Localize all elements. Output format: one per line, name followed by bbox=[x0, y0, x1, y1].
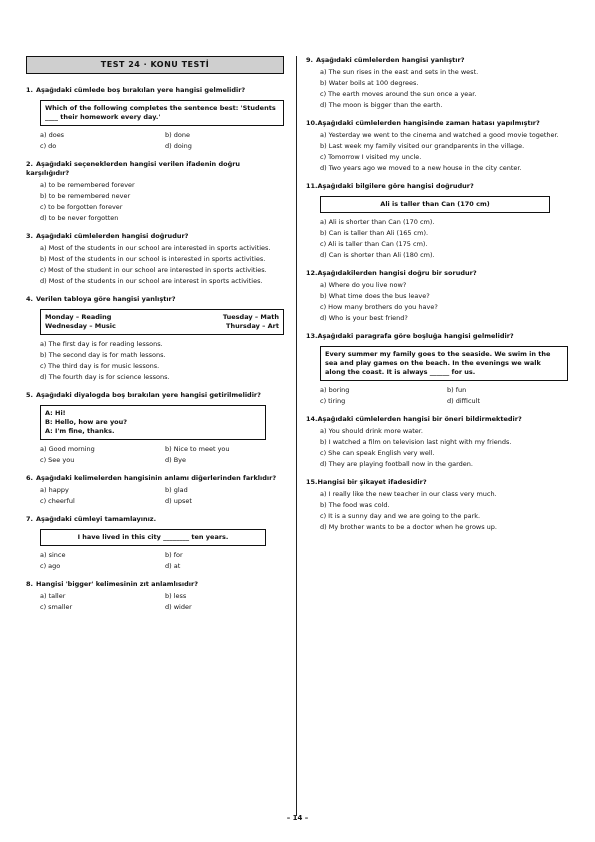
answer-option[interactable]: d) difficult bbox=[447, 397, 480, 405]
answer-option[interactable]: d) wider bbox=[165, 603, 192, 611]
answer-option[interactable]: c) The third day is for music lessons. bbox=[40, 362, 160, 370]
question-text: Hangisi 'bigger' kelimesinin zıt anlamlısıdır? bbox=[36, 580, 198, 588]
answer-option[interactable]: b) less bbox=[165, 592, 187, 600]
answer-option[interactable]: d) The moon is bigger than the earth. bbox=[320, 101, 443, 109]
question-number: 14. bbox=[306, 415, 318, 423]
question-number: 5. bbox=[26, 391, 33, 399]
answer-option[interactable]: a) boring bbox=[320, 386, 350, 394]
question-stem bbox=[26, 515, 284, 524]
question bbox=[26, 160, 284, 223]
answer-option[interactable]: d) upset bbox=[165, 497, 192, 505]
column-divider bbox=[296, 56, 297, 816]
answer-option[interactable]: a) Ali is shorter than Can (170 cm). bbox=[320, 218, 435, 226]
answer-option[interactable]: b) done bbox=[165, 131, 190, 139]
answer-option[interactable]: b) The food was cold. bbox=[320, 501, 390, 509]
question-number: 1. bbox=[26, 86, 33, 94]
answer-options bbox=[26, 445, 284, 465]
answer-option[interactable]: d) Bye bbox=[165, 456, 187, 464]
question-text: Aşağıdaki seçeneklerden hangisi verilen ifadenin doğru karşılığıdır? bbox=[26, 160, 241, 177]
answer-option[interactable]: c) to be forgotten forever bbox=[40, 203, 123, 211]
answer-option[interactable]: d) Most of the students in our school are interest in sports activities. bbox=[40, 277, 263, 285]
question-number: 15. bbox=[306, 478, 318, 486]
schedule-cell: Wednesday – Music bbox=[45, 322, 116, 330]
dialogue-line: B: Hello, how are you? bbox=[45, 418, 128, 426]
answer-option[interactable]: c) tiring bbox=[320, 397, 346, 405]
right-question-list bbox=[306, 56, 568, 532]
answer-option[interactable]: d) to be never forgotten bbox=[40, 214, 119, 222]
question-stem bbox=[306, 332, 568, 341]
question-stem bbox=[306, 269, 568, 278]
question-number: 6. bbox=[26, 474, 33, 482]
question-text: Aşağıdaki diyalogda boş bırakılan yere hangisi getirilmelidir? bbox=[36, 391, 261, 399]
answer-option[interactable]: a) does bbox=[40, 131, 65, 139]
schedule-cell: Tuesday – Math bbox=[222, 313, 279, 321]
answer-option[interactable]: a) Yesterday we went to the cinema and watched a good movie together. bbox=[320, 131, 559, 139]
schedule-row bbox=[45, 313, 279, 322]
question bbox=[26, 515, 284, 571]
question-stem bbox=[306, 478, 568, 487]
question-text: Aşağıdaki cümlede boş bırakılan yere hangisi gelmelidir? bbox=[36, 86, 246, 94]
answer-options bbox=[306, 490, 568, 532]
question bbox=[26, 295, 284, 382]
question-number: 7. bbox=[26, 515, 33, 523]
question bbox=[306, 415, 568, 469]
right-column bbox=[306, 56, 568, 541]
question-text: Aşağıdaki cümlelerden hangisinde zaman hatası yapılmıştır? bbox=[317, 119, 540, 127]
answer-option[interactable]: b) Last week my family visited our grandparents in the village. bbox=[320, 142, 525, 150]
answer-option[interactable]: b) Water boils at 100 degrees. bbox=[320, 79, 419, 87]
answer-option[interactable]: a) taller bbox=[40, 592, 66, 600]
answer-option[interactable]: a) since bbox=[40, 551, 66, 559]
question-text: Aşağıdaki cümlelerden hangisi yanlıştır? bbox=[316, 56, 465, 64]
answer-option[interactable]: b) Nice to meet you bbox=[165, 445, 230, 453]
answer-option[interactable]: a) I really like the new teacher in our class very much. bbox=[320, 490, 497, 498]
question bbox=[306, 119, 568, 173]
question-stem bbox=[306, 56, 568, 65]
answer-option[interactable]: a) Good morning bbox=[40, 445, 95, 453]
question bbox=[306, 182, 568, 260]
answer-option[interactable]: c) The earth moves around the sun once a year. bbox=[320, 90, 477, 98]
answer-option[interactable]: b) Can is taller than Ali (165 cm). bbox=[320, 229, 429, 237]
question-stem bbox=[26, 232, 284, 241]
question bbox=[306, 332, 568, 406]
answer-options bbox=[26, 486, 284, 506]
question-stem bbox=[26, 295, 284, 304]
answer-option[interactable]: b) The second day is for math lessons. bbox=[40, 351, 166, 359]
question-box: Which of the following completes the sentence best: 'Students ____ their homework every day.' bbox=[40, 100, 284, 126]
question-text: Aşağıdaki cümlelerden hangisi bir öneri bildirmektedir? bbox=[317, 415, 522, 423]
dialogue-box bbox=[40, 405, 266, 440]
answer-option[interactable]: c) Most of the student in our school are interested in sports activities. bbox=[40, 266, 267, 274]
answer-option[interactable]: a) Most of the students in our school are interested in sports activities. bbox=[40, 244, 271, 252]
question-stem bbox=[306, 415, 568, 424]
answer-option[interactable]: b) glad bbox=[165, 486, 188, 494]
left-question-list bbox=[26, 86, 284, 612]
answer-options bbox=[26, 551, 284, 571]
dialogue-line: A: I'm fine, thanks. bbox=[45, 427, 115, 435]
question-number: 8. bbox=[26, 580, 33, 588]
answer-options bbox=[306, 386, 568, 406]
question bbox=[306, 478, 568, 532]
answer-option[interactable]: d) They are playing football now in the garden. bbox=[320, 460, 473, 468]
answer-option[interactable]: d) Two years ago we moved to a new house in the city center. bbox=[320, 164, 522, 172]
answer-option[interactable]: c) How many brothers do you have? bbox=[320, 303, 438, 311]
question-text: Aşağıdakilerden hangisi doğru bir sorudur? bbox=[317, 269, 477, 277]
left-column bbox=[26, 56, 284, 621]
question-box: Ali is taller than Can (170 cm) bbox=[320, 196, 550, 213]
question-text: Aşağıdaki paragrafa göre boşluğa hangisi gelmelidir? bbox=[317, 332, 514, 340]
page-number: – 14 – bbox=[286, 814, 309, 822]
question-stem bbox=[26, 160, 284, 178]
answer-option[interactable]: b) What time does the bus leave? bbox=[320, 292, 430, 300]
answer-option[interactable]: c) do bbox=[40, 142, 57, 150]
question-stem bbox=[26, 86, 284, 95]
question-number: 13. bbox=[306, 332, 318, 340]
question-stem bbox=[26, 474, 284, 483]
question-number: 3. bbox=[26, 232, 33, 240]
question-text: Aşağıdaki kelimelerden hangisinin anlamı diğerlerinden farklıdır? bbox=[36, 474, 277, 482]
answer-options bbox=[26, 340, 284, 382]
answer-option[interactable]: c) Tomorrow I visited my uncle. bbox=[320, 153, 422, 161]
answer-options bbox=[26, 244, 284, 286]
answer-options bbox=[306, 281, 568, 323]
answer-option[interactable]: a) happy bbox=[40, 486, 69, 494]
answer-option[interactable]: b) Most of the students in our school is interested in sports activities. bbox=[40, 255, 266, 263]
answer-option[interactable]: a) Where do you live now? bbox=[320, 281, 407, 289]
question-text: Aşağıdaki cümleyi tamamlayınız. bbox=[36, 515, 157, 523]
answer-option[interactable]: c) She can speak English very well. bbox=[320, 449, 435, 457]
question bbox=[26, 86, 284, 151]
question-text: Aşağıdaki cümlelerden hangisi doğrudur? bbox=[36, 232, 189, 240]
answer-option[interactable]: b) I watched a film on television last night with my friends. bbox=[320, 438, 512, 446]
answer-option[interactable]: b) for bbox=[165, 551, 183, 559]
question-number: 4. bbox=[26, 295, 33, 303]
question-number: 10. bbox=[306, 119, 318, 127]
schedule-row bbox=[45, 322, 279, 331]
question bbox=[306, 269, 568, 323]
question-text: Aşağıdaki bilgilere göre hangisi doğrudur? bbox=[317, 182, 474, 190]
schedule-cell: Thursday – Art bbox=[226, 322, 279, 330]
dialogue-line: A: Hi! bbox=[45, 409, 66, 417]
question-number: 11. bbox=[306, 182, 318, 190]
answer-options bbox=[306, 68, 568, 110]
question-stem bbox=[306, 182, 568, 191]
answer-option[interactable]: a) The sun rises in the east and sets in the west. bbox=[320, 68, 479, 76]
answer-options bbox=[26, 181, 284, 223]
answer-option[interactable]: d) doing bbox=[165, 142, 192, 150]
question bbox=[306, 56, 568, 110]
question-stem bbox=[306, 119, 568, 128]
answer-option[interactable]: c) Ali is taller than Can (175 cm). bbox=[320, 240, 428, 248]
question bbox=[26, 232, 284, 286]
question-stem bbox=[26, 580, 284, 589]
schedule-cell: Monday – Reading bbox=[45, 313, 112, 321]
question-stem bbox=[26, 391, 284, 400]
question-number: 12. bbox=[306, 269, 318, 277]
answer-option[interactable]: d) Who is your best friend? bbox=[320, 314, 408, 322]
question-box: I have lived in this city ________ ten years. bbox=[40, 529, 266, 546]
question-number: 9. bbox=[306, 56, 313, 64]
answer-options bbox=[26, 592, 284, 612]
answer-option[interactable]: b) to be remembered never bbox=[40, 192, 131, 200]
answer-options bbox=[306, 131, 568, 173]
schedule-table bbox=[40, 309, 284, 335]
answer-option[interactable]: d) My brother wants to be a doctor when he grows up. bbox=[320, 523, 497, 531]
question bbox=[26, 474, 284, 506]
answer-option[interactable]: a) The first day is for reading lessons. bbox=[40, 340, 163, 348]
answer-option[interactable]: c) smaller bbox=[40, 603, 73, 611]
question-text: Hangisi bir şikayet ifadesidir? bbox=[317, 478, 427, 486]
answer-option[interactable]: a) You should drink more water. bbox=[320, 427, 423, 435]
question bbox=[26, 580, 284, 612]
answer-option[interactable]: c) It is a sunny day and we are going to the park. bbox=[320, 512, 481, 520]
answer-options bbox=[306, 218, 568, 260]
question-box: Every summer my family goes to the seaside. We swim in the sea and play games on the beach. In the evenings we walk along the coast. It is always ______ for us. bbox=[320, 346, 568, 381]
answer-option[interactable]: a) to be remembered forever bbox=[40, 181, 135, 189]
answer-option[interactable]: c) See you bbox=[40, 456, 75, 464]
question-text: Verilen tabloya göre hangisi yanlıştır? bbox=[36, 295, 176, 303]
answer-options bbox=[26, 131, 284, 151]
answer-options bbox=[306, 427, 568, 469]
answer-option[interactable]: d) The fourth day is for science lessons. bbox=[40, 373, 170, 381]
page-header: TEST 24 · KONU TESTİ bbox=[26, 56, 284, 74]
question bbox=[26, 391, 284, 465]
answer-option[interactable]: b) fun bbox=[447, 386, 467, 394]
answer-option[interactable]: d) at bbox=[165, 562, 181, 570]
answer-option[interactable]: c) cheerful bbox=[40, 497, 75, 505]
answer-option[interactable]: c) ago bbox=[40, 562, 61, 570]
answer-option[interactable]: d) Can is shorter than Ali (180 cm). bbox=[320, 251, 435, 259]
question-number: 2. bbox=[26, 160, 33, 168]
